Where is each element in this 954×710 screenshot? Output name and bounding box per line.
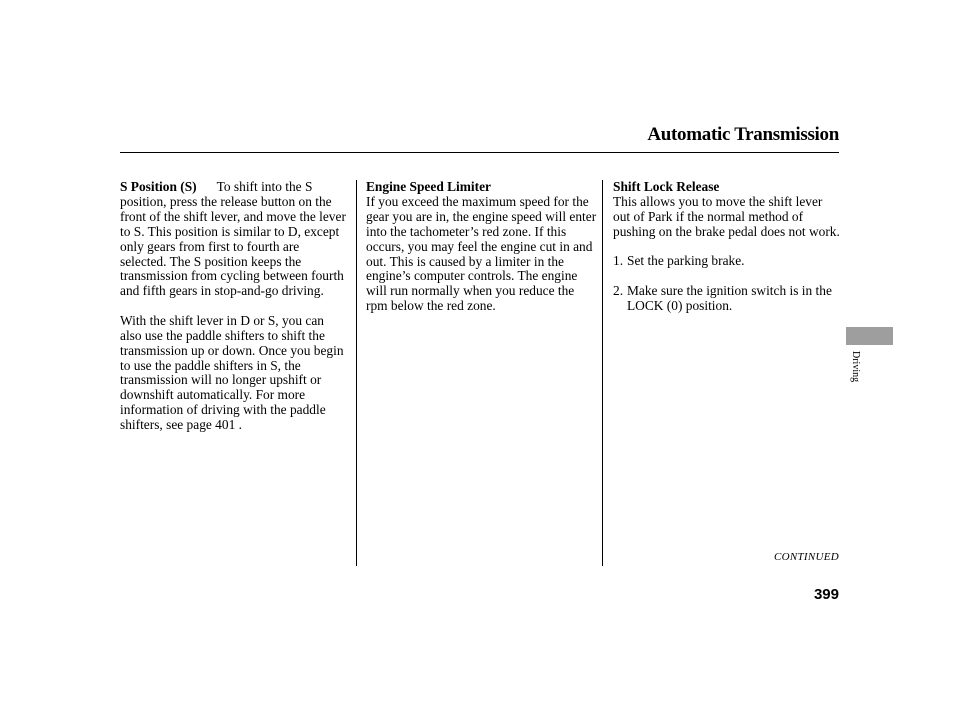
engine-speed-limiter-body: If you exceed the maximum speed for the gear you are in, the engine speed will enter into the tachometer’s red zone. If this occurs, you may feel the engine cut in and out. This is caused by a limiter in the engine’s computer controls. The engine will run normally when you reduce the rpm below the red zone.	[366, 193, 597, 314]
column-divider-2	[602, 180, 603, 566]
column-engine-speed-limiter	[366, 180, 598, 314]
column-divider-1	[356, 180, 357, 566]
column-shift-lock-release	[613, 180, 841, 314]
step-text: Make sure the ignition switch is in the LOCK (0) position.	[627, 282, 832, 313]
s-position-paragraph-1	[120, 180, 348, 299]
section-label: Driving	[850, 351, 861, 383]
section-tab	[846, 327, 893, 345]
step-text: Set the parking brake.	[627, 253, 745, 269]
title-rule	[120, 152, 839, 153]
page-number: 399	[813, 586, 839, 603]
page-title: Automatic Transmission	[647, 124, 839, 145]
s-position-paragraph-2: With the shift lever in D or S, you can also use the paddle shifters to shift the transmission up or down. Once you begin to use the paddle shifters in S, the transmission will no longer upshift or downshift automatically. For more information of driving with the paddle shifters, see page 401 .	[120, 312, 344, 433]
s-position-intro: To shift into the S position, press the release button on the front of the shift lever, and move the lever to S. This position is similar to D, except only gears from first to fourth are selected. The S position keeps the transmission from cycling between fourth and fifth gears in stop-and-go driving.	[120, 179, 346, 299]
engine-speed-limiter-heading: Engine Speed Limiter	[366, 179, 491, 194]
step-number: 1.	[613, 253, 624, 269]
step-number: 2.	[613, 282, 624, 298]
shift-lock-release-block	[613, 180, 841, 240]
column-s-position	[120, 180, 348, 433]
continued-label: CONTINUED	[773, 551, 839, 563]
engine-speed-limiter-block	[366, 180, 598, 314]
shift-lock-release-heading: Shift Lock Release	[613, 179, 720, 194]
s-position-heading: S Position (S)	[120, 179, 197, 194]
shift-lock-step-1	[613, 254, 841, 269]
shift-lock-step-2	[613, 284, 841, 314]
shift-lock-release-intro: This allows you to move the shift lever out of Park if the normal method of pushing on the brake pedal does not work.	[613, 193, 840, 239]
